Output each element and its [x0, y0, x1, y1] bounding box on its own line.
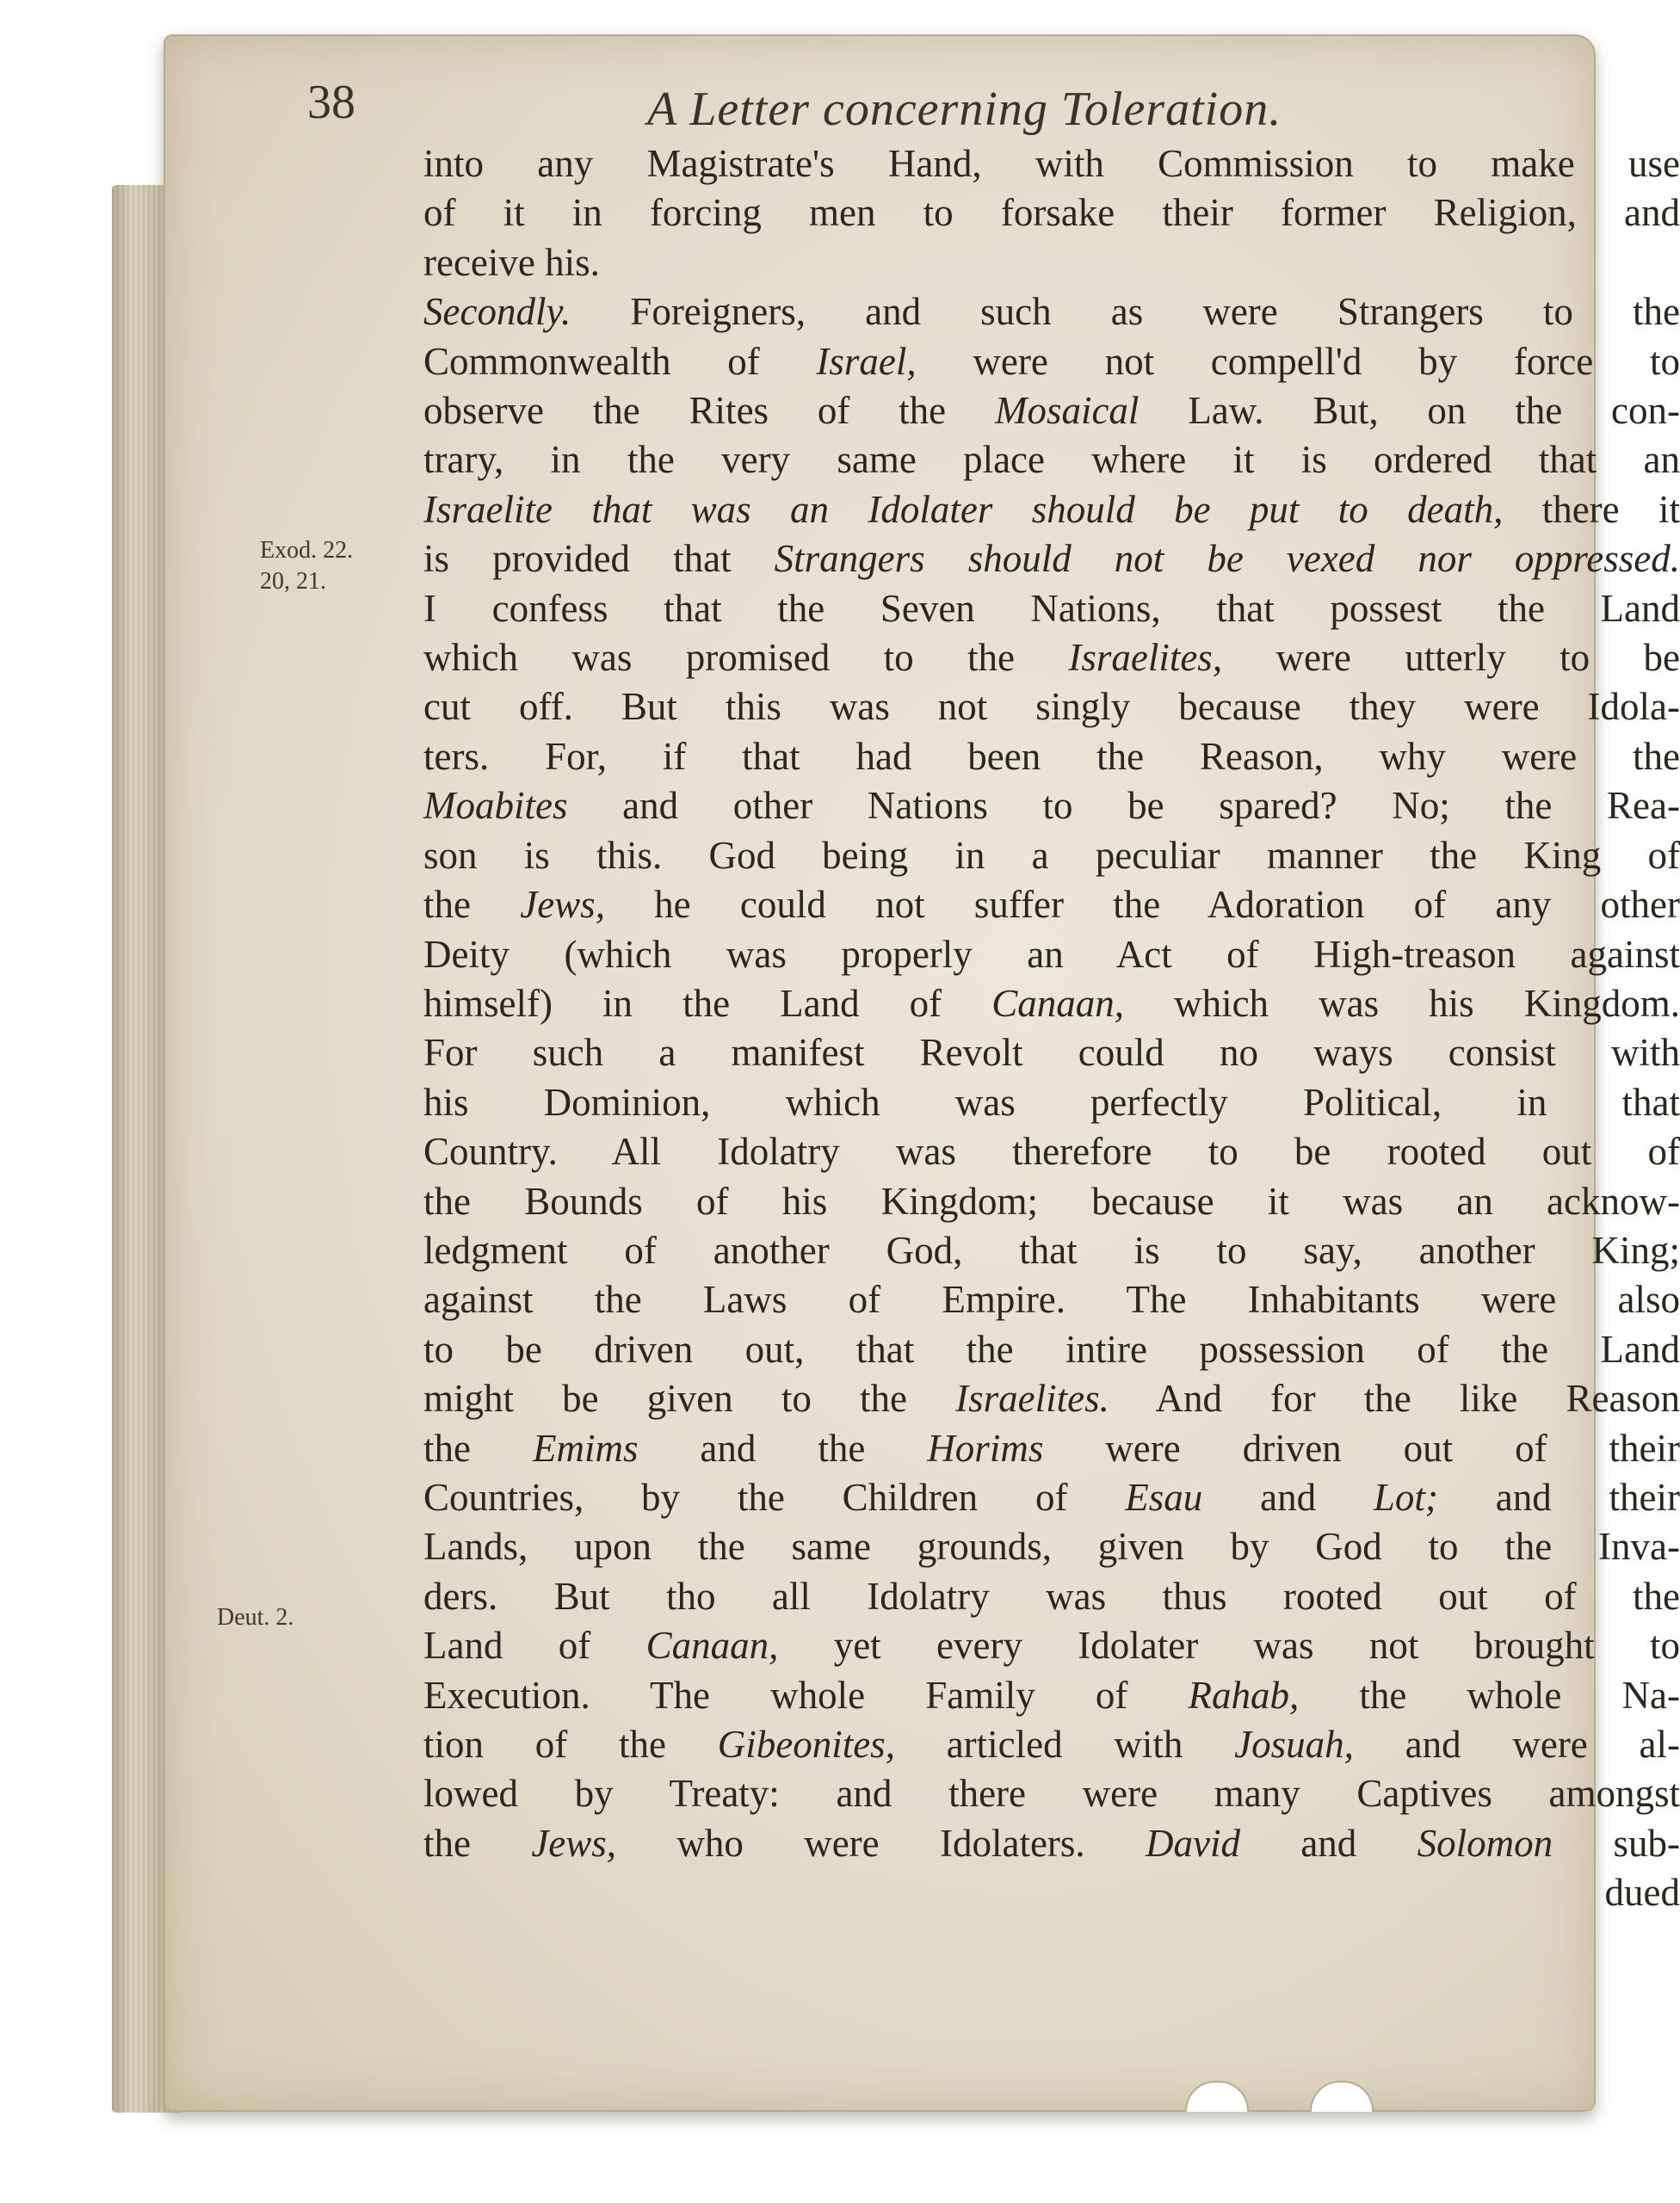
- text-segment: the Bounds of his Kingdom; because it was an acknow-: [423, 1179, 1680, 1223]
- text-segment: Commonwealth of: [423, 339, 817, 383]
- text-line: [423, 1424, 1680, 1473]
- text-line: [423, 435, 1680, 484]
- italic-text: Israelites,: [1068, 636, 1223, 680]
- text-line: [423, 1078, 1680, 1127]
- italic-text: Rahab,: [1188, 1673, 1300, 1717]
- text-segment: into any Magistrate's Hand, with Commission to make use: [423, 142, 1680, 185]
- margin-note-line: Deut. 2.: [217, 1604, 294, 1631]
- italic-text: Secondly.: [423, 290, 571, 334]
- text-segment: And for the like Reason: [1109, 1377, 1680, 1421]
- text-line: [423, 238, 1680, 287]
- margin-note-exodus: [260, 535, 353, 597]
- italic-text: Moabites: [423, 784, 568, 828]
- text-segment: observe the Rites of the: [423, 389, 995, 433]
- text-segment: the whole Na-: [1299, 1673, 1680, 1717]
- text-segment: and: [1202, 1475, 1374, 1519]
- text-segment: to be driven out, that the intire possession of the Land: [423, 1327, 1680, 1371]
- text-segment: sub-: [1553, 1821, 1680, 1865]
- text-segment: Execution. The whole Family of: [423, 1673, 1189, 1717]
- italic-text: Solomon: [1417, 1821, 1553, 1865]
- page-notch: [1185, 2081, 1249, 2112]
- italic-text: Israel,: [816, 339, 917, 383]
- text-segment: which was promised to the: [423, 636, 1069, 680]
- text-line: [423, 1522, 1680, 1571]
- italic-text: Israelites.: [955, 1377, 1109, 1421]
- book-page: [164, 34, 1680, 2112]
- margin-note-deuteronomy: [217, 1602, 293, 1633]
- text-segment: Lands, upon the same grounds, given by God to the Inva-: [423, 1525, 1680, 1569]
- text-segment: For such a manifest Revolt could no ways consist with: [423, 1031, 1680, 1075]
- text-line: [423, 781, 1680, 830]
- text-segment: Land of: [423, 1624, 646, 1668]
- text-segment: cut off. But this was not singly because they were Idola-: [423, 685, 1680, 729]
- text-line: [423, 534, 1680, 583]
- text-segment: who were Idolaters.: [616, 1821, 1146, 1865]
- text-line: [423, 1325, 1680, 1374]
- text-segment: and were al-: [1353, 1723, 1680, 1766]
- text-segment: of it in forcing men to forsake their former Religion, and: [423, 191, 1680, 235]
- text-segment: is provided that: [423, 537, 775, 581]
- text-segment: Countries, by the Children of: [423, 1475, 1126, 1519]
- italic-text: Josuah,: [1234, 1723, 1354, 1766]
- text-segment: I confess that the Seven Nations, that possest the Land: [423, 586, 1680, 630]
- text-line: [423, 1275, 1680, 1324]
- text-segment: which was his Kingdom.: [1124, 981, 1680, 1025]
- page-notch: [1310, 2081, 1374, 2112]
- text-line: [423, 1671, 1680, 1720]
- text-segment: Country. All Idolatry was therefore to be rooted out of: [423, 1130, 1680, 1174]
- text-segment: were driven out of their: [1043, 1426, 1680, 1470]
- text-segment: and other Nations to be spared? No; the Rea-: [567, 784, 1680, 828]
- text-segment: receive his.: [423, 240, 600, 284]
- text-line: [423, 1028, 1680, 1077]
- text-segment: Foreigners, and such as were Strangers to the: [571, 290, 1680, 334]
- italic-text: Canaan,: [645, 1624, 779, 1668]
- text-segment: were not compell'd by force to: [916, 339, 1680, 383]
- italic-text: Esau: [1125, 1475, 1203, 1519]
- book: [112, 34, 1680, 2126]
- text-segment: might be given to the: [423, 1377, 956, 1421]
- text-segment: son is this. God being in a peculiar manner the King of: [423, 833, 1680, 877]
- text-segment: his Dominion, which was perfectly Political, in that: [423, 1080, 1680, 1124]
- text-line: [423, 1769, 1680, 1818]
- page-number: 38: [307, 76, 355, 129]
- text-segment: the: [423, 883, 521, 927]
- text-line: [423, 1572, 1680, 1621]
- text-segment: Deity (which was properly an Act of High-treason against: [423, 932, 1680, 976]
- italic-text: Horims: [927, 1426, 1044, 1470]
- text-segment: ters. For, if that had been the Reason, why were the: [423, 734, 1680, 778]
- text-segment: lowed by Treaty: and there were many Captives amongst: [423, 1772, 1680, 1816]
- text-line: [423, 1473, 1680, 1522]
- text-segment: himself) in the Land of: [423, 981, 992, 1025]
- italic-text: David: [1146, 1821, 1240, 1865]
- text-segment: the: [423, 1426, 533, 1470]
- text-line: [423, 337, 1680, 386]
- text-segment: tion of the: [423, 1723, 718, 1766]
- text-segment: ledgment of another God, that is to say, another King;: [423, 1228, 1680, 1272]
- text-line: [423, 386, 1680, 435]
- text-segment: there it: [1503, 487, 1680, 531]
- catchword: dued: [1604, 1871, 1680, 1915]
- text-segment: the: [423, 1821, 532, 1865]
- text-line: [423, 880, 1680, 929]
- text-line: [423, 485, 1680, 534]
- margin-note-line: 20, 21.: [260, 568, 326, 595]
- italic-text: Mosaical: [994, 389, 1140, 433]
- text-segment: trary, in the very same place where it is ordered that an: [423, 438, 1680, 482]
- text-line: [423, 1374, 1680, 1423]
- text-segment: articled with: [894, 1723, 1235, 1766]
- text-line: [423, 633, 1680, 682]
- body-text: [423, 139, 1680, 1918]
- text-line: [423, 584, 1680, 633]
- italic-text: Jews,: [531, 1821, 617, 1865]
- text-segment: ders. But tho all Idolatry was thus rooted out of the: [423, 1574, 1680, 1618]
- text-line: [423, 287, 1680, 336]
- italic-text: Canaan,: [991, 981, 1124, 1025]
- running-head: [165, 75, 1594, 135]
- margin-note-line: Exod. 22.: [260, 537, 354, 564]
- italic-text: Jews,: [520, 883, 605, 927]
- text-segment: he could not suffer the Adoration of any other: [604, 883, 1680, 927]
- text-segment: and their: [1437, 1475, 1680, 1519]
- text-segment: and the: [638, 1426, 928, 1470]
- text-line: [423, 1819, 1680, 1868]
- text-line: [423, 139, 1680, 188]
- text-segment: against the Laws of Empire. The Inhabitants were also: [423, 1278, 1680, 1322]
- italic-text: Israelite that was an Idolater should be put to death,: [423, 487, 1504, 531]
- text-line: [423, 1177, 1680, 1226]
- text-line: [423, 831, 1680, 880]
- text-line: [423, 732, 1680, 781]
- italic-text: Emims: [532, 1426, 639, 1470]
- text-line: [423, 1720, 1680, 1769]
- italic-text: Lot;: [1373, 1475, 1438, 1519]
- text-line: [423, 682, 1680, 731]
- running-title: A Letter concerning Toleration.: [647, 83, 1282, 136]
- italic-text: Gibeonites,: [717, 1723, 895, 1766]
- text-line: [423, 1127, 1680, 1176]
- text-line: [423, 188, 1680, 238]
- text-segment: yet every Idolater was not brought to: [778, 1624, 1680, 1668]
- text-segment: Law. But, on the con-: [1139, 389, 1680, 433]
- text-line: [423, 979, 1680, 1028]
- text-segment: and: [1240, 1821, 1418, 1865]
- italic-text: Strangers should not be vexed nor oppressed.: [774, 537, 1680, 581]
- text-segment: were utterly to be: [1222, 636, 1680, 680]
- text-line: [423, 1621, 1680, 1670]
- text-line: [423, 1226, 1680, 1275]
- text-line: [423, 930, 1680, 979]
